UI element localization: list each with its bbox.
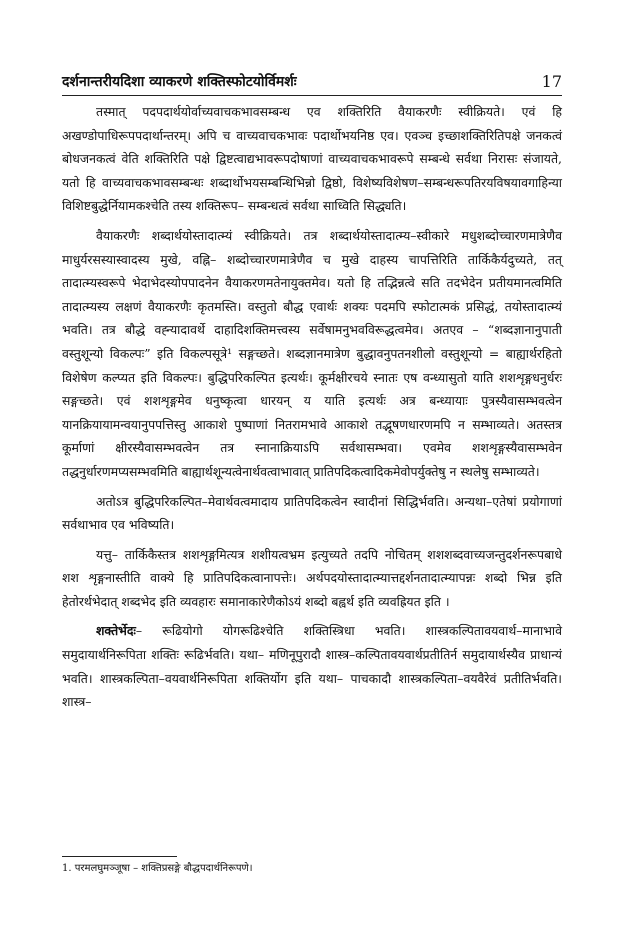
- paragraph-3: अतोऽत्र बुद्धिपरिकल्पित–मेवार्थवत्वमादाय प्रातिपदिकत्वेन स्वादीनां सिद्धिर्भवति। अन्यथा–एतेषां प्रयोगाणां सर्वथाभाव एव भविष्यति।: [62, 493, 562, 533]
- paragraph-4: यत्तु– तार्किकैस्तत्र शशशृङ्गमित्यत्र शशीयत्वभ्रम इत्युच्यते तदपि नोचितम् शशशब्दवाच्यजन्तुदर्शनरूपबाधे शश शृङ्गनास्तीति वाक्ये हि प्रातिपदिकत्वानापत्तेः। अर्थपदयोस्तादात्म्यात्तद्दर्शनतादात्म्यापन्नः शब्दो भिन्न इति हेतोरर्थभेदात् शब्दभेद इति व्यवहारः समानाकारेणैकोऽयं शब्दो बह्वर्थ इति व्यवह्रियत इति ।: [62, 546, 562, 609]
- running-header: [62, 72, 562, 94]
- header-rule: [62, 95, 562, 96]
- footnote-rule: [62, 856, 177, 857]
- page: [62, 0, 562, 950]
- running-title: दर्शनान्तरीयदिशा व्याकरणे शक्तिस्फोटयोर्विमर्शः: [62, 74, 297, 90]
- footnote: 1. परमलघुमञ्जूषा – शक्तिप्रसङ्गे बौद्धपदार्थनिरूपणे।: [62, 863, 253, 874]
- body-text: [62, 100, 562, 720]
- paragraph-1: तस्मात् पदपदार्थयोर्वाच्यवाचकभावसम्बन्ध एव शक्तिरिति वैयाकरणैः स्वीक्रियते। एवं हि अखण्डोपाधिरूपपदार्थान्तरम्। अपि च वाच्यवाचकभावः पदार्थोभयनिष्ठ एव। एवञ्च इच्छाशक्तिरितिपक्षे जनकत्वं बोधजनकत्वं वेति शक्तिरिति पक्षे द्विष्टत्वाद्यभावरूपदोषाणां वाच्यवाचकभावरूपे सम्बन्धे सर्वथा निरासः संजायते, यतो हि वाच्यवाचकभावसम्बन्धः शब्दार्थोभयसम्बन्धिभिन्नो द्विष्ठो, विशेष्यविशेषण–सम्बन्धरूपतिरयविषयावगाहिन्या विशिष्टबुद्धेर्नियामकश्चेति तस्य शक्तिरूप– सम्बन्धत्वं सर्वथा साध्विति सिद्ध्यति।: [62, 104, 562, 214]
- paragraph-5: [62, 619, 562, 713]
- page-number: 17: [541, 72, 562, 91]
- paragraph-5-text: – रूढियोगो योगरूढिश्चेति शक्तिस्त्रिधा भवति। शास्त्रकल्पितावयवार्थ–मानाभावे समुदायार्थनिरूपिता शक्तिः रूढिर्भवति। यथा– मणिनूपुरादौ शास्त्र–कल्पितावयवार्थप्रतीतिर्न समुदायार्थस्यैव प्राधान्यं भवति। शास्त्रकल्पिता–वयवार्थनिरूपिता शक्तिर्योग इति यथा– पाचकादौ शास्त्रकल्पिता–वयवैरेवं प्रतीतिर्भवति। शास्त्र–: [62, 623, 562, 710]
- paragraph-2: वैयाकरणैः शब्दार्थयोस्तादात्म्यं स्वीक्रियते। तत्र शब्दार्थयोस्तादात्म्य–स्वीकारे मधुशब्दोच्चारणमात्रेणैव माधुर्यरसस्यास्वादस्य मुखे, वह्नि– शब्दोच्चारणमात्रेणैव च मुखे दाहस्य चापत्तिरिति तार्किकैर्यदुच्यते, तत् तादात्म्यस्वरूपे भेदाभेदस्योपपादनेन वैयाकरणमतेनायुक्तमेव। यतो हि तद्भिन्नत्वे सति तदभेदेन प्रतीयमानत्वमिति तादात्म्यस्य लक्षणं वैयाकरणैः कृतमस्ति। वस्तुतो बौद्ध एवार्थः शक्यः पदमपि स्फोटात्मकं प्रसिद्धं, तयोस्तादात्म्यं भवति। तत्र बौद्धे वह्न्यादावर्थे दाहादिशक्तिमत्त्वस्य सर्वेषामनुभवविरूद्धत्वमेव। अतएव – “शब्दज्ञानानुपाती वस्तुशून्यो विकल्पः” इति विकल्पसूत्रे¹ सङ्गच्छते। शब्दज्ञानमात्रेण बुद्धावनुपतनशीलो वस्तुशून्यो = बाह्यार्थरहितो विशेषेण कल्प्यत इति विकल्पः। बुद्धिपरिकल्पित इत्यर्थः। कूर्मक्षीरचये स्नातः एष वन्ध्यासुतो याति शशशृङ्गधनुर्धरः सङ्गच्छते। एवं शशशृङ्गमेव धनुष्कृत्वा धारयन् य याति इत्यर्थः अत्र बन्ध्यायाः पुत्रस्यैवासम्भवत्वेन यानक्रियायामन्वयानुपपत्तिस्तु आकाशे पुष्पाणां नितरामभावे आकाशे तद्भूषणधारणमपि न सम्भाव्यते। अतस्तत्र कूर्माणां क्षीरस्यैवासम्भवत्वेन तत्र स्नानाक्रियाऽपि सर्वथासम्भवा। एवमेव शशशृङ्गस्यैवासम्भवेन तद्धनुर्धारणमप्यसम्भवमिति बाह्यार्थशून्यत्वेनार्थवत्वाभावात् प्रातिपदिकत्वादिकमेवोपर्युक्तेषु न स्थलेषु सम्भाव्यते।: [62, 227, 562, 479]
- section-lead: शक्तेर्भेदः: [96, 623, 136, 639]
